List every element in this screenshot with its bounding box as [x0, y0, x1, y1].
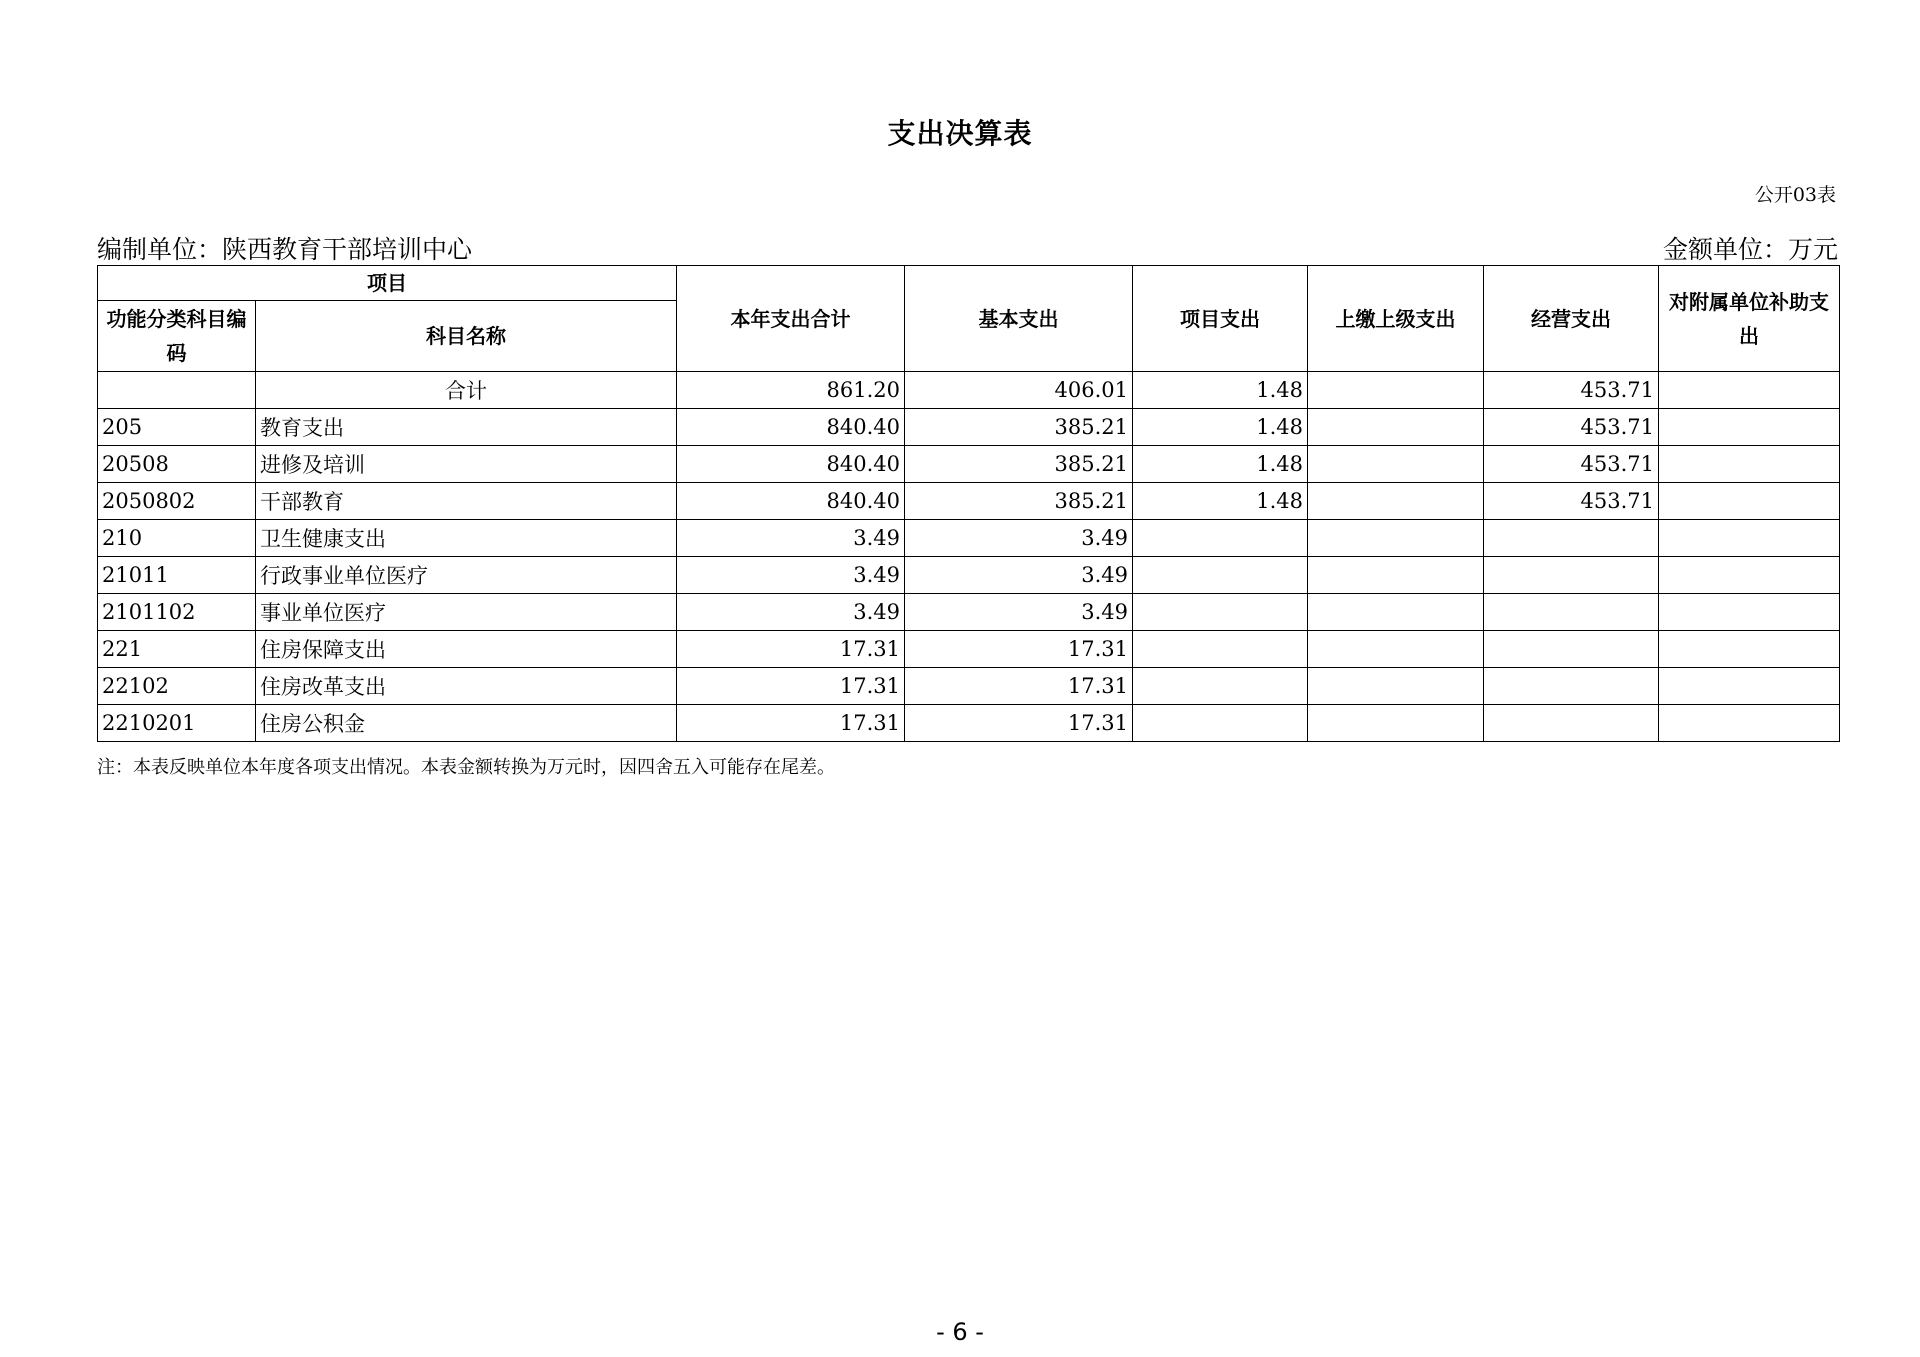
cell-subsidy [1659, 631, 1840, 668]
cell-subsidy [1659, 705, 1840, 742]
cell-total: 861.20 [677, 372, 905, 409]
header-upper: 上缴上级支出 [1308, 266, 1484, 372]
cell-basic: 3.49 [905, 520, 1133, 557]
cell-code [98, 372, 256, 409]
cell-upper [1308, 557, 1484, 594]
header-total: 本年支出合计 [677, 266, 905, 372]
form-id: 公开03表 [1754, 184, 1836, 206]
cell-code: 22102 [98, 668, 256, 705]
compiler-label: 编制单位：陕西教育干部培训中心 [97, 235, 473, 264]
cell-code: 2050802 [98, 483, 256, 520]
cell-project [1133, 520, 1308, 557]
cell-name: 进修及培训 [256, 446, 677, 483]
cell-total: 3.49 [677, 520, 905, 557]
cell-subsidy [1659, 446, 1840, 483]
cell-name: 住房改革支出 [256, 668, 677, 705]
table-row [98, 409, 1840, 446]
header-business: 经营支出 [1484, 266, 1659, 372]
table-row [98, 631, 1840, 668]
table-row [98, 446, 1840, 483]
page-number: - 6 - [936, 1318, 984, 1346]
table-row [98, 668, 1840, 705]
cell-name: 住房保障支出 [256, 631, 677, 668]
cell-subsidy [1659, 668, 1840, 705]
table-row [98, 483, 1840, 520]
cell-subsidy [1659, 483, 1840, 520]
table-note: 注：本表反映单位本年度各项支出情况。本表金额转换为万元时，因四舍五入可能存在尾差。 [97, 757, 835, 778]
cell-business [1484, 557, 1659, 594]
table-row [98, 705, 1840, 742]
cell-subsidy [1659, 409, 1840, 446]
cell-project [1133, 557, 1308, 594]
cell-upper [1308, 409, 1484, 446]
cell-name: 干部教育 [256, 483, 677, 520]
cell-subsidy [1659, 520, 1840, 557]
cell-upper [1308, 483, 1484, 520]
header-row-1 [98, 266, 1840, 301]
cell-business: 453.71 [1484, 372, 1659, 409]
cell-project: 1.48 [1133, 409, 1308, 446]
cell-upper [1308, 668, 1484, 705]
cell-basic: 385.21 [905, 409, 1133, 446]
cell-business: 453.71 [1484, 446, 1659, 483]
cell-upper [1308, 705, 1484, 742]
cell-name: 合计 [256, 372, 677, 409]
cell-subsidy [1659, 557, 1840, 594]
expenditure-table [97, 265, 1840, 742]
cell-basic: 406.01 [905, 372, 1133, 409]
cell-business [1484, 520, 1659, 557]
total-row [98, 372, 1840, 409]
cell-project: 1.48 [1133, 372, 1308, 409]
cell-business [1484, 631, 1659, 668]
cell-business: 453.71 [1484, 409, 1659, 446]
cell-upper [1308, 594, 1484, 631]
cell-name: 行政事业单位医疗 [256, 557, 677, 594]
cell-basic: 3.49 [905, 594, 1133, 631]
cell-total: 3.49 [677, 557, 905, 594]
cell-name: 教育支出 [256, 409, 677, 446]
table-row [98, 594, 1840, 631]
cell-business: 453.71 [1484, 483, 1659, 520]
cell-total: 840.40 [677, 483, 905, 520]
header-func-code: 功能分类科目编码 [98, 301, 256, 372]
cell-code: 21011 [98, 557, 256, 594]
cell-code: 205 [98, 409, 256, 446]
header-subsidy: 对附属单位补助支出 [1659, 266, 1840, 372]
cell-project: 1.48 [1133, 483, 1308, 520]
cell-upper [1308, 631, 1484, 668]
header-item-group: 项目 [98, 266, 677, 301]
cell-basic: 3.49 [905, 557, 1133, 594]
cell-project [1133, 631, 1308, 668]
table-row [98, 520, 1840, 557]
cell-upper [1308, 520, 1484, 557]
cell-upper [1308, 372, 1484, 409]
cell-name: 卫生健康支出 [256, 520, 677, 557]
cell-project [1133, 668, 1308, 705]
cell-name: 事业单位医疗 [256, 594, 677, 631]
table-row [98, 557, 1840, 594]
cell-business [1484, 705, 1659, 742]
page-title: 支出决算表 [887, 117, 1033, 150]
cell-basic: 385.21 [905, 483, 1133, 520]
cell-subsidy [1659, 372, 1840, 409]
cell-project: 1.48 [1133, 446, 1308, 483]
header-subject-name: 科目名称 [256, 301, 677, 372]
cell-upper [1308, 446, 1484, 483]
cell-code: 221 [98, 631, 256, 668]
header-basic: 基本支出 [905, 266, 1133, 372]
cell-total: 3.49 [677, 594, 905, 631]
cell-code: 210 [98, 520, 256, 557]
cell-basic: 17.31 [905, 705, 1133, 742]
header-project: 项目支出 [1133, 266, 1308, 372]
unit-row [97, 230, 1838, 266]
cell-code: 2210201 [98, 705, 256, 742]
cell-project [1133, 705, 1308, 742]
cell-total: 840.40 [677, 446, 905, 483]
cell-name: 住房公积金 [256, 705, 677, 742]
cell-basic: 17.31 [905, 631, 1133, 668]
cell-total: 17.31 [677, 668, 905, 705]
cell-basic: 17.31 [905, 668, 1133, 705]
cell-total: 17.31 [677, 705, 905, 742]
cell-business [1484, 594, 1659, 631]
cell-code: 20508 [98, 446, 256, 483]
cell-code: 2101102 [98, 594, 256, 631]
cell-business [1484, 668, 1659, 705]
cell-total: 17.31 [677, 631, 905, 668]
cell-total: 840.40 [677, 409, 905, 446]
cell-project [1133, 594, 1308, 631]
amount-unit-label: 金额单位：万元 [1662, 235, 1838, 264]
table-body [98, 372, 1840, 742]
cell-subsidy [1659, 594, 1840, 631]
cell-basic: 385.21 [905, 446, 1133, 483]
